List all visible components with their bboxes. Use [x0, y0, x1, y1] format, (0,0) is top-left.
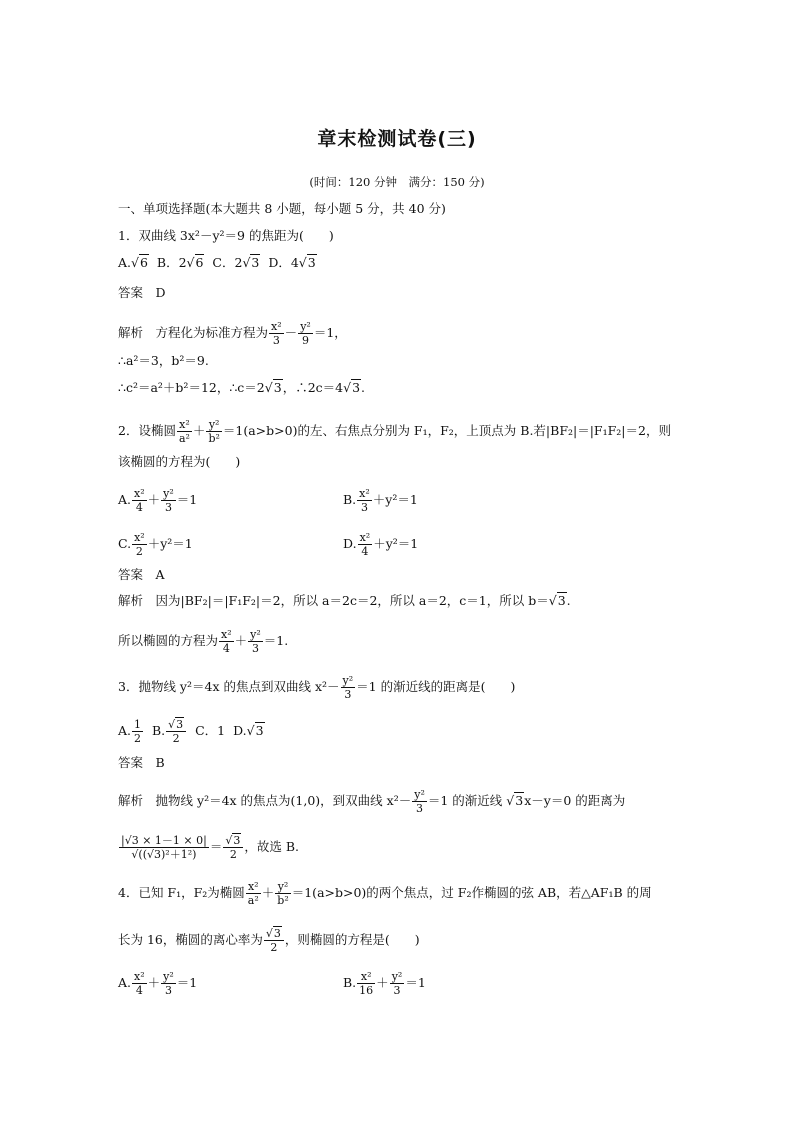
answer-label: 答案	[118, 567, 144, 582]
q3-option-a: A. $\frac{1}{2}$	[118, 718, 142, 745]
q2-option-d: D. $\frac{\text{x²}}{4}$ ＋y²＝1	[343, 531, 419, 558]
q2-stem-line2: 该椭圆的方程为( )	[118, 454, 241, 469]
q2-option-a: A. $\frac{\text{x²}}{4}$ ＋ $\frac{\text{y²}}{3}$ ＝1	[118, 487, 198, 514]
q3-stem: 3．抛物线 y²＝4x 的焦点到双曲线 x²－ $\frac{\text{y²}}{3}$ ＝1 的渐近线的距离是( )	[118, 674, 516, 701]
q2-analysis-line2: 所以椭圆的方程为 $\frac{\text{x²}}{4}$ ＋ $\frac{\text{y²}}{3}$ ＝1.	[118, 628, 289, 655]
q3-option-b: B. $\frac{√3}{2}$	[152, 723, 187, 738]
q1-answer: 答案 D	[118, 285, 166, 300]
q1-option-b: B．2√6	[156, 255, 204, 270]
answer-label: 答案	[118, 285, 144, 300]
q1-option-a: A.√6	[118, 255, 148, 270]
q1-option-c: C．2√3	[212, 255, 260, 270]
q1-analysis-line3: ∴c²＝a²＋b²＝12，∴c＝2√3，∴2c＝4√3.	[118, 380, 366, 395]
page-title: 章末检测试卷(三)	[317, 128, 477, 150]
q1-analysis: 解析 方程化为标准方程为 $\frac{\text{x²}}{3}$ － $\frac{\text{y²}}{9}$ ＝1，	[118, 320, 347, 347]
q2-answer: 答案 A	[118, 567, 165, 582]
q3-option-c: C．1	[195, 723, 226, 738]
q1-options	[118, 255, 317, 271]
analysis-label: 解析	[118, 593, 144, 608]
q4-stem: 4．已知 F₁，F₂为椭圆 $\frac{\text{x²}}{\text{a²}}$ ＋ $\frac{\text{y²}}{\text{b²}}$ ＝1(a>b>0)的两个焦点，过 F₂作椭圆的弦 AB，若△AF₁B 的周	[118, 880, 652, 907]
section-heading: 一、单项选择题(本大题共 8 小题，每小题 5 分，共 40 分)	[118, 201, 446, 216]
q3-options	[118, 718, 265, 745]
q4-stem-line2: 长为 16，椭圆的离心率为 $\frac{√3}{2}$ ，则椭圆的方程是( )	[118, 927, 420, 954]
analysis-label: 解析	[118, 793, 144, 808]
q4-option-b: B. $\frac{\text{x²}}{16}$ ＋ $\frac{\text{y²}}{3}$ ＝1	[343, 970, 426, 997]
analysis-label: 解析	[118, 325, 144, 340]
q1-analysis-line2: ∴a²＝3，b²＝9.	[118, 353, 209, 368]
q3-analysis-line2: $\frac{|√3 \times 1-1 \times 0|}{\text{√((√3)²＋1²)}}$ ＝ $\frac{√3}{2}$ ，故选 B.	[121, 834, 300, 861]
q1-stem: 1．双曲线 3x²－y²＝9 的焦距为( )	[118, 228, 334, 243]
exam-time-info: (时间：120 分钟 满分：150 分)	[309, 175, 485, 189]
q3-answer: 答案 B	[118, 755, 165, 770]
q3-analysis: 解析 抛物线 y²＝4x 的焦点为(1,0)，到双曲线 x²－ $\frac{\text{y²}}{3}$ ＝1 的渐近线 √3x－y＝0 的距离为	[118, 788, 626, 815]
q3-option-d: D.√3	[233, 723, 264, 738]
q2-analysis: 解析 因为|BF₂|＝|F₁F₂|＝2，所以 a＝2c＝2，所以 a＝2，c＝1，所以 b＝√3.	[118, 593, 571, 608]
q2-option-b: B. $\frac{\text{x²}}{3}$ ＋y²＝1	[343, 487, 418, 514]
q2-stem: 2．设椭圆 $\frac{\text{x²}}{\text{a²}}$ ＋ $\frac{\text{y²}}{\text{b²}}$ ＝1(a>b>0)的左、右焦点分别为 F₁，F₂，上顶点为 B.若|BF₂|＝|F₁F₂|＝2，则	[118, 418, 671, 445]
q1-option-d: D．4√3	[268, 255, 316, 270]
q2-option-c: C. $\frac{\text{x²}}{2}$ ＋y²＝1	[118, 531, 193, 558]
q4-option-a: A. $\frac{\text{x²}}{4}$ ＋ $\frac{\text{y²}}{3}$ ＝1	[118, 970, 198, 997]
answer-label: 答案	[118, 755, 144, 770]
